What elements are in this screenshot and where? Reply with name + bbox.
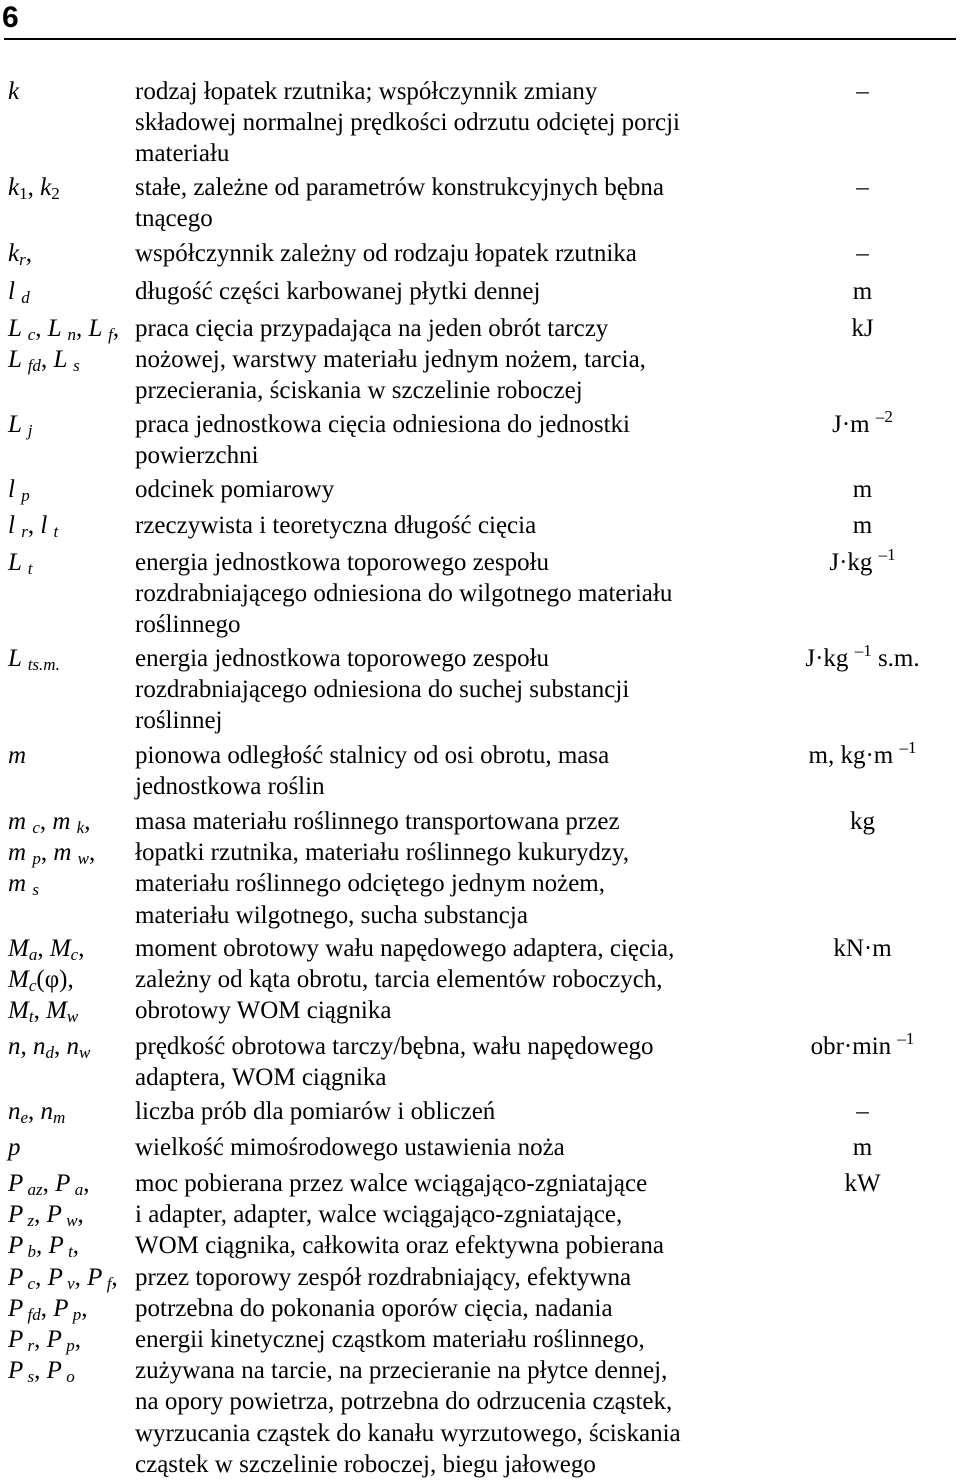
symbol-render: L $_t$ (8, 549, 33, 578)
symbol-render: $M_a$, $M_c$, (8, 935, 85, 964)
description-line: współczynnik zależny od rodzaju łopatek rzutnika (135, 240, 637, 267)
description-line: moc pobierana przez walce wciągająco-zgniatające (135, 1170, 648, 1197)
description-line: tnącego (135, 205, 213, 233)
symbol-render: P $_r$, P $_p$, (8, 1325, 81, 1355)
description-line: zależny od kąta obrotu, tarcia elementów roboczych, (135, 966, 663, 994)
description-line: odcinek pomiarowy (135, 476, 335, 503)
description-line: materiału roślinnego odciętego jednym nożem, (135, 870, 605, 898)
description-line: moment obrotowy wału napędowego adaptera, cięcia, (135, 935, 675, 962)
symbol (8, 933, 133, 1027)
symbol (8, 238, 133, 269)
unit: m (852, 278, 873, 305)
symbol-render: l $_p$ (8, 476, 30, 505)
unit: m (852, 512, 873, 539)
description-line: energii kinetycznej cząstkom materiału roślinnego, (135, 1325, 645, 1353)
description (135, 1096, 795, 1127)
symbol-render: l $_r$, l $_t$ (8, 512, 59, 541)
description-line: przez toporowy zespół rozdrabniający, efektywna (135, 1263, 632, 1291)
symbol-render: L $_c$, L $_n$, L $_f$, (8, 315, 120, 344)
description-line: obrotowy WOM ciągnika (135, 997, 392, 1025)
symbol-text: p (8, 1134, 21, 1161)
symbol-render: L $_{fd}$, L $_s$ (8, 346, 80, 376)
symbol (8, 806, 133, 900)
unit: obr·min $^{-1}$ (810, 1029, 915, 1060)
symbol-text: m (8, 742, 27, 769)
description (135, 409, 795, 471)
symbol-render: L $_j$ (8, 411, 33, 440)
symbol (8, 1168, 133, 1386)
description-line: cząstek w szczelinie roboczej, biegu jałowego (135, 1450, 596, 1478)
symbol (8, 172, 133, 203)
description-line: wyrzucania cząstek do kanału wyrzutowego, ściskania (135, 1419, 681, 1447)
unit: kN·m (833, 935, 892, 962)
symbol-render: l $_d$ (8, 278, 30, 307)
symbol (8, 1096, 133, 1127)
symbol (8, 313, 133, 375)
description-line: i adapter, adapter, walce wciągająco-zgniatające, (135, 1201, 623, 1229)
description-line: składowej normalnej prędkości odrzutu odciętej porcji (135, 109, 680, 137)
symbol-render: P $_{fd}$, P $_p$, (8, 1294, 88, 1324)
symbol-render: P $_s$, P $_o$ (8, 1357, 75, 1387)
description-line: rzeczywista i teoretyczna długość cięcia (135, 512, 537, 539)
description (135, 276, 795, 307)
description-line: na opory powietrza, potrzebna do odrzucenia cząstek, (135, 1388, 673, 1416)
page-number: 6 (2, 1, 19, 34)
description (135, 740, 795, 802)
description-line: rozdrabniającego odniesiona do wilgotnego materiału (135, 580, 673, 608)
description-line: przecierania, ściskania w szczelinie roboczej (135, 377, 583, 405)
description (135, 1132, 795, 1163)
description (135, 238, 795, 269)
unit: J·kg $^{-1}$ s.m. (805, 641, 920, 672)
symbol-render: m $_s$ (8, 870, 39, 900)
unit: m (852, 476, 873, 503)
symbol-render: L $_{ts.m.}$ (8, 645, 60, 674)
description-line: prędkość obrotowa tarczy/bębna, wału napędowego (135, 1033, 654, 1060)
description (135, 1168, 795, 1480)
symbol (8, 474, 133, 505)
unit: m, kg·m $^{-1}$ (808, 738, 917, 769)
symbol-render: $n_e$, $n_m$ (8, 1098, 66, 1127)
symbol-render: $M_t$, $M_w$ (8, 997, 79, 1027)
symbol-render: P $_{az}$, P $_a$, (8, 1170, 90, 1199)
description-line: nożowej, warstwy materiału jednym nożem, tarcia, (135, 346, 646, 374)
symbol-render: $k_r$, (8, 240, 32, 269)
description-line: praca jednostkowa cięcia odniesiona do jednostki (135, 411, 630, 438)
description-line: wielkość mimośrodowego ustawienia noża (135, 1134, 565, 1161)
description-line: jednostkowa roślin (135, 773, 325, 801)
unit: – (856, 174, 869, 201)
unit: – (856, 78, 869, 105)
description (135, 643, 795, 737)
description-line: energia jednostkowa toporowego zespołu (135, 549, 550, 576)
symbol (8, 547, 133, 578)
description (135, 76, 795, 170)
symbol-text: k (8, 78, 20, 105)
symbol (8, 76, 133, 107)
unit: J·kg $^{-1}$ (829, 545, 896, 576)
symbol (8, 510, 133, 541)
description (135, 313, 795, 407)
symbol-render: $k_1$, $k_2$ (8, 174, 60, 203)
description-line: pionowa odległość stalnicy od osi obrotu, masa (135, 742, 610, 769)
unit: kW (844, 1170, 881, 1197)
unit: – (856, 240, 869, 267)
symbol (8, 1031, 133, 1062)
symbol (8, 276, 133, 307)
description-line: masa materiału roślinnego transportowana przez (135, 808, 620, 835)
unit: m (852, 1134, 873, 1161)
description-line: materiału (135, 140, 230, 168)
description (135, 510, 795, 541)
symbol (8, 643, 133, 674)
symbol-render: n, $n_d$, $n_w$ (8, 1033, 91, 1062)
symbol-render: m $_p$, m $_w$, (8, 839, 96, 869)
description-line: rodzaj łopatek rzutnika; współczynnik zmiany (135, 78, 598, 105)
description-line: roślinnego (135, 611, 241, 639)
description-line: potrzebna do pokonania oporów cięcia, nadania (135, 1294, 613, 1322)
symbol (8, 409, 133, 440)
description-line: liczba prób dla pomiarów i obliczeń (135, 1098, 496, 1125)
unit: J·m $^{-2}$ (832, 407, 893, 438)
symbol-render: P $_c$, P $_v$, P $_f$, (8, 1263, 118, 1293)
description (135, 547, 795, 641)
description-line: materiału wilgotnego, sucha substancja (135, 901, 528, 929)
description (135, 474, 795, 505)
description-line: zużywana na tarcie, na przecieranie na płytce dennej, (135, 1357, 668, 1385)
description-line: roślinnej (135, 707, 223, 735)
symbol (8, 740, 133, 771)
description-line: adaptera, WOM ciągnika (135, 1064, 387, 1092)
description (135, 933, 795, 1027)
symbol-render: P $_z$, P $_w$, (8, 1201, 84, 1231)
symbol-render: m $_c$, m $_k$, (8, 808, 91, 837)
description (135, 806, 795, 931)
symbol (8, 1132, 133, 1163)
unit: kJ (851, 315, 874, 342)
unit: – (856, 1098, 869, 1125)
description-line: łopatki rzutnika, materiału roślinnego kukurydzy, (135, 839, 630, 867)
description-line: rozdrabniającego odniesiona do suchej substancji (135, 676, 630, 704)
description-line: energia jednostkowa toporowego zespołu (135, 645, 550, 672)
symbol-render: P $_b$, P $_t$, (8, 1232, 80, 1262)
description (135, 172, 795, 234)
description-line: długość części karbowanej płytki dennej (135, 278, 541, 305)
description (135, 1031, 795, 1093)
description-line: stałe, zależne od parametrów konstrukcyjnych bębna (135, 174, 664, 201)
description-line: praca cięcia przypadająca na jeden obrót tarczy (135, 315, 609, 342)
description-line: WOM ciągnika, całkowita oraz efektywna pobierana (135, 1232, 664, 1260)
unit: kg (850, 808, 875, 835)
description-line: powierzchni (135, 442, 259, 470)
symbol-render: $M_c(\varphi)$, (8, 966, 74, 996)
